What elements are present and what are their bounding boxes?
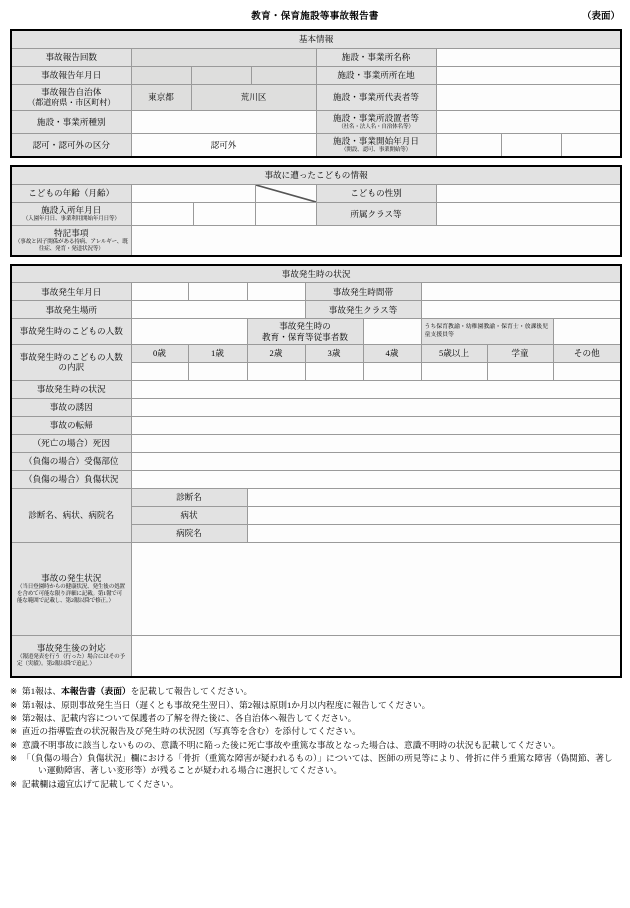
document-header — [10, 5, 620, 29]
injury-state-label: （負傷の場合）負傷状況 — [11, 470, 131, 488]
child-admission-label-sub: （入園年月日、事業利用開始年月日等） — [22, 215, 120, 222]
note-post: 「（負傷の場合）負傷状況」欄における「骨折（重篤な障害が疑われるもの）」については、医師の所見等により、骨折に伴う重篤な障害（偽関節、著しい運動障害、著しい変形等）が残ることが疑われる場合に選択してください。 — [22, 752, 613, 776]
child-age-label: こどもの年齢（月齢） — [11, 184, 131, 202]
injury-state-field[interactable] — [131, 470, 621, 488]
occurrence-field[interactable] — [131, 542, 621, 635]
breakdown-label-line1: 事故発生時のこどもの人数 — [19, 352, 123, 363]
incident-cause-label: 事故の誘因 — [11, 398, 131, 416]
age-value-4[interactable] — [363, 362, 421, 380]
note-mark-icon: ※ — [10, 686, 18, 697]
age-column-2: 2歳 — [247, 344, 305, 362]
staff-count-label — [247, 319, 363, 344]
note-post: 第2報は、記載内容について保護者の了解を得た後に、各自治体へ報告してください。 — [22, 712, 357, 723]
note-bold: 本報告書（表面） — [61, 686, 131, 697]
child-class-field[interactable] — [436, 202, 621, 225]
injury-part-field[interactable] — [131, 452, 621, 470]
report-prefecture-field[interactable]: 東京都 — [131, 84, 191, 110]
child-age-struck-cell — [255, 184, 316, 202]
incident-outcome-field[interactable] — [131, 416, 621, 434]
after-label-main: 事故発生後の対応 — [36, 643, 106, 654]
incident-time-field[interactable] — [421, 283, 621, 301]
note-mark-icon: ※ — [10, 778, 18, 789]
incident-place-label: 事故発生場所 — [11, 301, 131, 319]
incident-date-label: 事故発生年月日 — [11, 283, 131, 301]
age-column-3: 3歳 — [305, 344, 363, 362]
qualified-staff-field[interactable] — [553, 319, 621, 344]
after-label — [11, 635, 131, 677]
page-side-label: （表面） — [581, 12, 620, 22]
child-admission-day-field[interactable] — [255, 202, 316, 225]
footnote-item — [10, 752, 620, 777]
note-post: を記載して報告してください。 — [130, 686, 253, 697]
accident-report-page — [0, 5, 630, 908]
note-mark-icon: ※ — [10, 739, 18, 750]
facility-start-label-main: 施設・事業開始年月日 — [333, 136, 419, 147]
age-value-5[interactable] — [421, 362, 487, 380]
report-date-day-field[interactable] — [251, 66, 316, 84]
facility-type-field[interactable] — [131, 110, 316, 133]
after-field[interactable] — [131, 635, 621, 677]
age-value-7[interactable] — [553, 362, 621, 380]
child-age-field[interactable] — [131, 184, 255, 202]
license-category-field[interactable]: 認可外 — [131, 134, 316, 158]
child-gender-label: こどもの性別 — [316, 184, 436, 202]
footnote-item — [10, 725, 620, 737]
facility-owner-label-sub: （社名・法人名・自治体名等） — [338, 124, 414, 131]
occurrence-label-main: 事故の発生状況 — [41, 572, 102, 583]
medical-label: 診断名、病状、病院名 — [11, 488, 131, 542]
child-admission-label-main: 施設入所年月日 — [41, 204, 102, 215]
staff-count-label-line2: 教育・保育等従事者数 — [262, 331, 348, 342]
incident-table — [10, 264, 622, 678]
injury-part-label: （負傷の場合）受傷部位 — [11, 452, 131, 470]
report-municipality-label-main: 事故報告自治体 — [41, 86, 102, 97]
age-value-2[interactable] — [247, 362, 305, 380]
hospital-name-label: 病院名 — [131, 524, 247, 542]
note-mark-icon: ※ — [10, 726, 18, 737]
basic-info-table — [10, 29, 622, 158]
note-mark-icon: ※ — [10, 752, 18, 763]
hospital-name-field[interactable] — [247, 524, 621, 542]
facility-address-field[interactable] — [436, 66, 621, 84]
facility-start-label — [316, 134, 436, 158]
note-pre: 第1報は、 — [22, 686, 62, 697]
child-gender-field[interactable] — [436, 184, 621, 202]
incident-date-day-field[interactable] — [247, 283, 305, 301]
facility-owner-label — [316, 110, 436, 133]
child-remarks-label-main: 特記事項 — [54, 227, 89, 238]
symptom-label: 病状 — [131, 506, 247, 524]
note-mark-icon: ※ — [10, 712, 18, 723]
note-post: 第1報は、原則事故発生当日（遅くとも事故発生翌日）、第2報は原則1か月以内程度に報告してください。 — [22, 699, 431, 710]
diagnosis-name-field[interactable] — [247, 488, 621, 506]
child-info-banner: 事故に遭ったこどもの情報 — [11, 166, 621, 184]
report-date-year-field[interactable] — [131, 66, 191, 84]
incident-outcome-label: 事故の転帰 — [11, 416, 131, 434]
footnotes — [10, 685, 620, 790]
age-column-0: 0歳 — [131, 344, 188, 362]
age-column-5: 5歳以上 — [421, 344, 487, 362]
death-cause-field[interactable] — [131, 434, 621, 452]
note-post: 記載欄は適宜広げて記載してください。 — [22, 778, 179, 789]
qualified-staff-label: うち保育教諭・幼稚園教諭・保育士・放課後児童支援員等 — [421, 319, 553, 344]
child-info-table — [10, 165, 622, 257]
age-column-6: 学童 — [487, 344, 553, 362]
child-admission-year-field[interactable] — [131, 202, 193, 225]
report-count-label: 事故報告回数 — [11, 48, 131, 66]
child-admission-month-field[interactable] — [193, 202, 255, 225]
footnote-item — [10, 739, 620, 751]
age-column-4: 4歳 — [363, 344, 421, 362]
age-column-1: 1歳 — [188, 344, 247, 362]
facility-name-label: 施設・事業所名称 — [316, 48, 436, 66]
note-post: 直近の指導監査の状況報告及び発生時の状況図（写真等を含む）を添付してください。 — [22, 726, 361, 737]
incident-banner: 事故発生時の状況 — [11, 265, 621, 283]
incident-situation-field[interactable] — [131, 380, 621, 398]
incident-class-label: 事故発生クラス等 — [305, 301, 421, 319]
incident-cause-field[interactable] — [131, 398, 621, 416]
report-municipality-label — [11, 84, 131, 110]
children-count-label: 事故発生時のこどもの人数 — [11, 319, 131, 344]
facility-start-label-sub: （開設、認可、事業開始等） — [340, 147, 412, 154]
diagnosis-name-label: 診断名 — [131, 488, 247, 506]
incident-time-label: 事故発生時間帯 — [305, 283, 421, 301]
symptom-field[interactable] — [247, 506, 621, 524]
staff-count-label-line1: 事故発生時の — [279, 321, 331, 332]
children-count-field[interactable] — [131, 319, 247, 344]
facility-start-day-field[interactable] — [561, 134, 621, 158]
child-remarks-field[interactable] — [131, 225, 621, 256]
incident-date-year-field[interactable] — [131, 283, 188, 301]
staff-count-field[interactable] — [363, 319, 421, 344]
license-category-label: 認可・認可外の区分 — [11, 134, 131, 158]
occurrence-label — [11, 542, 131, 635]
occurrence-label-sub: （当日登園時からの健康状況、発生後の処置を含めて可能な限り詳細に記載。第1報で可能な範囲で記載し、第2報以降で修正。） — [17, 583, 125, 604]
note-mark-icon: ※ — [10, 699, 18, 710]
child-class-label: 所属クラス等 — [316, 202, 436, 225]
incident-class-field[interactable] — [421, 301, 621, 319]
breakdown-label-line2: の内訳 — [58, 362, 85, 373]
report-date-label: 事故報告年月日 — [11, 66, 131, 84]
facility-address-label: 施設・事業所所在地 — [316, 66, 436, 84]
report-count-field[interactable] — [131, 48, 316, 66]
incident-place-field[interactable] — [131, 301, 305, 319]
footnote-item — [10, 712, 620, 724]
report-date-month-field[interactable] — [191, 66, 251, 84]
note-post: 意識不明事故に該当しないものの、意識不明に陥った後に死亡事故や重篤な事故となった場合は、意識不明時の状況も記載してください。 — [22, 739, 561, 750]
death-cause-label: （死亡の場合）死因 — [11, 434, 131, 452]
basic-info-banner: 基本情報 — [11, 30, 621, 48]
report-city-field[interactable]: 荒川区 — [191, 84, 316, 110]
page-title: 教育・保育施設等事故報告書 — [251, 12, 379, 22]
age-value-0[interactable] — [131, 362, 188, 380]
facility-owner-field[interactable] — [436, 110, 621, 133]
child-remarks-label — [11, 225, 131, 256]
facility-start-month-field[interactable] — [501, 134, 561, 158]
report-municipality-label-sub: （都道府県・市区町村） — [27, 97, 116, 107]
age-value-6[interactable] — [487, 362, 553, 380]
facility-rep-label: 施設・事業所代表者等 — [316, 84, 436, 110]
age-value-1[interactable] — [188, 362, 247, 380]
facility-name-field[interactable] — [436, 48, 621, 66]
incident-situation-label: 事故発生時の状況 — [11, 380, 131, 398]
child-admission-label — [11, 202, 131, 225]
incident-date-month-field[interactable] — [188, 283, 247, 301]
after-label-sub: （報道発表を行う（行った）場合にはその予定（実績）。第2報以降で追記。） — [17, 654, 125, 668]
child-remarks-label-sub: （事故と因子関係がある持病、アレルギー、既往症、発育・発達状況等） — [14, 238, 128, 252]
age-column-7: その他 — [553, 344, 621, 362]
facility-start-year-field[interactable] — [436, 134, 501, 158]
facility-owner-label-main: 施設・事業所設置者等 — [333, 112, 419, 123]
footnote-item — [10, 778, 620, 790]
footnote-item — [10, 685, 620, 697]
breakdown-label — [11, 344, 131, 380]
age-value-3[interactable] — [305, 362, 363, 380]
footnote-item — [10, 699, 620, 711]
facility-rep-field[interactable] — [436, 84, 621, 110]
facility-type-label: 施設・事業所種別 — [11, 110, 131, 133]
